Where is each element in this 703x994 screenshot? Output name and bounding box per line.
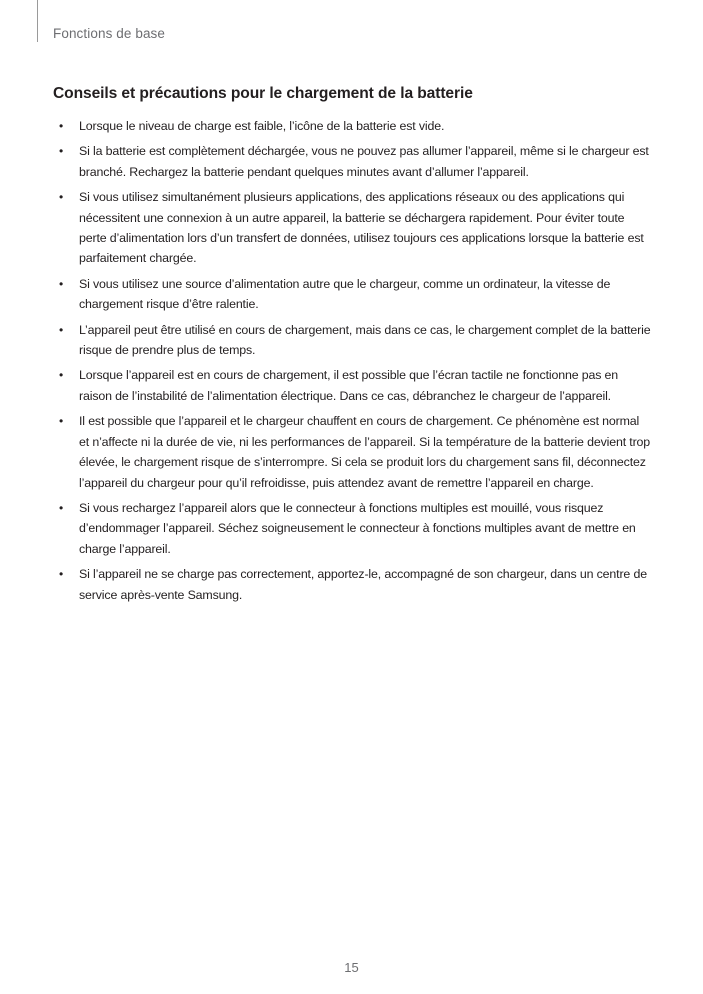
list-item [53, 116, 651, 136]
bullet-icon: • [59, 414, 64, 429]
section-title: Conseils et précautions pour le chargement de la batterie [53, 85, 473, 102]
header-rule [37, 0, 38, 42]
list-item [53, 187, 651, 269]
bullet-icon: • [59, 190, 64, 205]
list-item-text: Si l’appareil ne se charge pas correctement, apportez-le, accompagné de son chargeur, dans un centre de service après-vente Samsung. [79, 567, 647, 602]
tips-list [53, 116, 651, 610]
bullet-icon: • [59, 567, 64, 582]
list-item [53, 564, 651, 605]
list-item [53, 274, 651, 315]
list-item-text: Lorsque l’appareil est en cours de chargement, il est possible que l’écran tactile ne fonctionne pas en raison de l’instabilité de l’alimentation électrique. Dans ce cas, débranchez le chargeur de l’appareil. [79, 368, 619, 403]
running-header: Fonctions de base [53, 26, 166, 41]
list-item-text: Si vous rechargez l’appareil alors que le connecteur à fonctions multiples est mouillé, vous risquez d’endommager l’appareil. Séchez soigneusement le connecteur à fonctions multiples avant de mettre en charge l’appareil. [79, 500, 636, 556]
list-item-text: L’appareil peut être utilisé en cours de chargement, mais dans ce cas, le chargement complet de la batterie risque de prendre plus de temps. [79, 322, 651, 358]
list-item [53, 498, 651, 559]
page-number: 15 [344, 960, 359, 975]
list-item-text: Si vous utilisez une source d’alimentation autre que le chargeur, comme un ordinateur, la vitesse de chargement risque d’être ralentie. [79, 276, 611, 312]
list-item [53, 141, 651, 182]
list-item [53, 365, 651, 406]
list-item-text: Il est possible que l’appareil et le chargeur chauffent en cours de chargement. Ce phénomène est normal et n’affecte ni la durée de vie, ni les performances de l’appareil. Si la température de la batterie devient trop élevée, le chargement risque de s’interrompre. Si cela se produit lors du chargement sans fil, déconnectez l’appareil du chargeur pour qu’il refroidisse, puis attendez avant de remettre l’appareil en charge. [79, 414, 651, 490]
bullet-icon: • [59, 119, 64, 133]
list-item [53, 411, 651, 493]
bullet-icon: • [59, 144, 64, 159]
bullet-icon: • [59, 368, 64, 383]
bullet-icon: • [59, 500, 64, 515]
list-item [53, 320, 651, 361]
list-item-text: Si vous utilisez simultanément plusieurs applications, des applications réseaux ou des applications qui nécessitent une connexion à un autre appareil, la batterie se déchargera rapidement. Pour éviter toute perte d’alimentation lors d’un transfert de données, utilisez toujours ces applications lorsque la batterie est parfaitement chargée. [79, 190, 644, 266]
list-item-text: Lorsque le niveau de charge est faible, l’icône de la batterie est vide. [79, 119, 445, 133]
list-item-text: Si la batterie est complètement déchargée, vous ne pouvez pas allumer l’appareil, même si le chargeur est branché. Rechargez la batterie pendant quelques minutes avant d’allumer l’appareil. [79, 144, 649, 179]
bullet-icon: • [59, 322, 64, 337]
bullet-icon: • [59, 276, 64, 291]
